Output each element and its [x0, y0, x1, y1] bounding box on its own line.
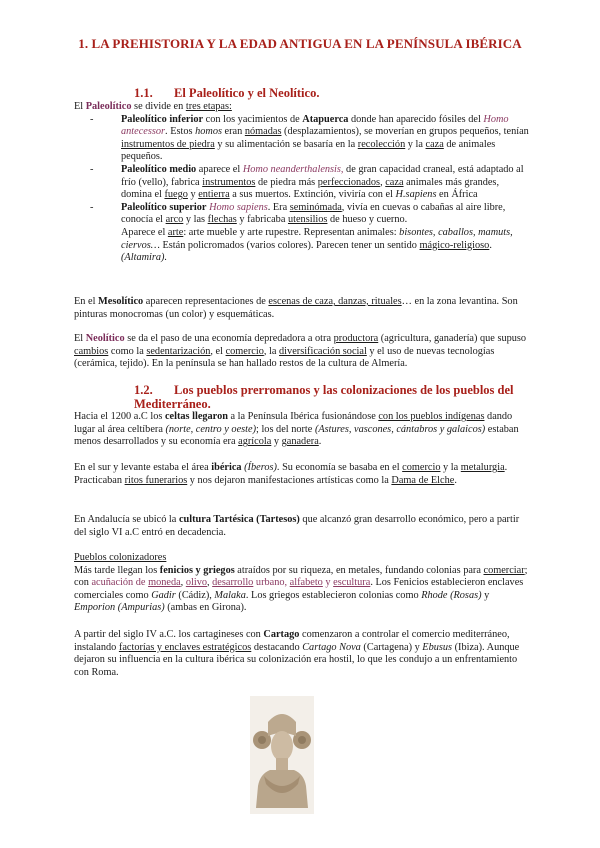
section-number: 1.2.: [134, 383, 153, 397]
list-item: - Paleolítico inferior con los yacimientos de Atapuerca donde han aparecido fósiles del Homo antecessor. Estos homos eran nómadas (desplazamientos), se moverían en grupos pequeños, tenían instrumentos de piedra y su alimentación se basaría en la recolección y la caza de animales pequeños.: [90, 113, 529, 163]
document-title: 1. LA PREHISTORIA Y LA EDAD ANTIGUA EN LA PENÍNSULA IBÉRICA: [78, 36, 522, 51]
list-item: - Paleolítico medio aparece el Homo neanderthalensis, de gran capacidad craneal, está adaptado al frío (vello), fabrica instrumentos de piedra más perfeccionados, caza animales más grandes, domina el fuego y entierra a sus muertos. Extinción, viviría con el H.sapiens en África: [90, 163, 524, 201]
section-heading-2: [134, 383, 534, 411]
dama-de-elche-image: [250, 696, 314, 814]
paragraph-tartessos: En Andalucía se ubicó la cultura Tartésica (Tartesos) que alcanzó gran desarrollo económico, pero a partir del siglo VI a.C entró en decadencia.: [74, 514, 520, 538]
paragraph-neolithic: El Neolítico se da el paso de una economía depredadora a otra productora (agricultura, ganadería) que supuso cambios como la sedentarización, el comercio, la diversificación social y el uso de nuevas tecnologías (cerámica, tejido). En la península se han hallado restos de la cultura de Almería.: [74, 333, 527, 370]
section-title: Los pueblos prerromanos y las colonizaciones de los pueblos del Mediterráneo.: [134, 383, 514, 411]
paragraph-colonizers: Más tarde llegan los fenicios y griegos atraídos por su riqueza, en metales, fundando colonias para comerciar; con acuñación de moneda, olivo, desarrollo urbano, alfabeto y escultura. Los Fenicios establecieron enclaves comerciales como Gadir (Cádiz), Malaka. Los griegos establecieron colonias como Rhode (Rosas) y Emporion (Ampurias) (ambas en Girona).: [74, 564, 528, 614]
subheading: Pueblos colonizadores: [74, 552, 167, 563]
colonizers-section: [74, 552, 530, 615]
paragraph-carthage: A partir del siglo IV a.C. los cartagineses con Cartago comenzaron a controlar el comercio mediterráneo, instalando factorías y enclaves estratégicos destacando Cartago Nova (Cartagena) y Ebusus (Ibiza). Aunque dejaron su influencia en la cultura ibérica su colonización era hostil, lo que les condujo a un enfrentamiento con Roma.: [74, 629, 520, 678]
paragraph-intro: El Paleolítico se divide en tres etapas:: [74, 101, 232, 112]
section-heading-1: [134, 86, 319, 101]
list-item: - Paleolítico superior Homo sapiens. Era seminómada, vivía en cuevas o cabañas al aire libre, conocía el arco y las flechas y fabricaba utensilios de hueso y cuerno. Aparece el arte: arte mueble y arte rupestre. Representan animales: bisontes, caballos, mamuts, ciervos… Están policromados (varios colores). Parecen tener un sentido mágico-religioso. (Altamira).: [90, 201, 513, 264]
paleolithic-section: [74, 101, 530, 265]
paragraph-iberians: En el sur y levante estaba el área ibérica (Íberos). Su economía se basaba en el comercio y la metalurgia. Practicaban ritos funerarios y nos dejaron manifestaciones artísticas como la Dama de Elche.: [74, 462, 508, 486]
section-number: 1.1.: [134, 86, 153, 100]
paragraph-celts: Hacia el 1200 a.C los celtas llegaron a la Península Ibérica fusionándose con los pueblos indígenas dando lugar al área celtíbera (norte, centro y oeste); los del norte (Astures, vascones, cántabros y galaicos) estaban menos desarrollados y su economía era agrícola y ganadera.: [74, 411, 519, 448]
paragraph-mesolithic: En el Mesolítico aparecen representaciones de escenas de caza, danzas, rituales… en la zona levantina. Son pinturas monocromas (un color) y esquemáticas.: [74, 296, 518, 320]
section-title: El Paleolítico y el Neolítico.: [174, 86, 320, 100]
